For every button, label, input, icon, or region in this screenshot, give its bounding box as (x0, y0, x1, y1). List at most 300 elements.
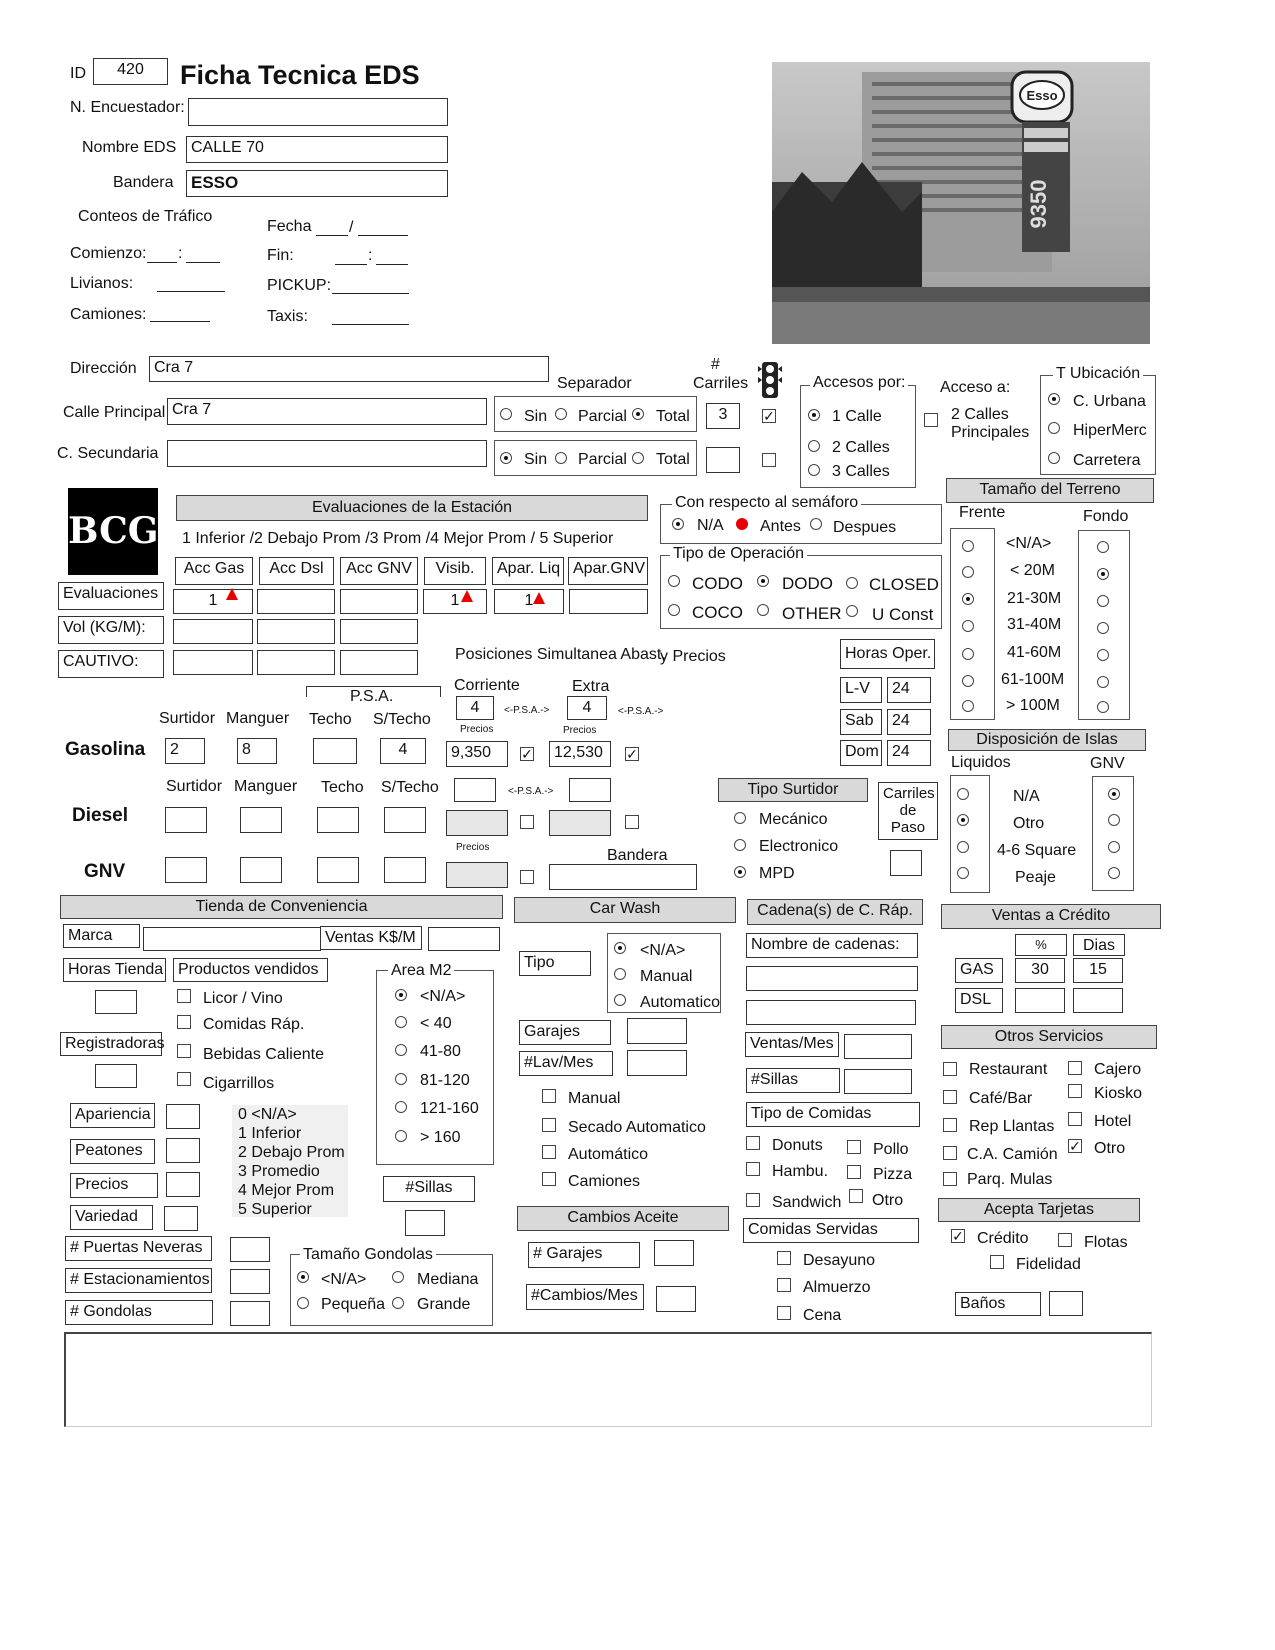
fin-min-line[interactable] (376, 264, 408, 265)
direccion-label: Dirección (70, 360, 137, 377)
semaforo-title: Con respecto al semáforo (672, 495, 861, 511)
comida-donuts-checkbox[interactable] (746, 1136, 760, 1150)
accesos-1-label: 1 Calle (832, 408, 882, 425)
acceso-a-checkbox[interactable] (924, 413, 938, 427)
prod-licor-checkbox[interactable] (177, 989, 191, 1003)
comida-pollo-checkbox[interactable] (847, 1140, 861, 1154)
serv-cajero-label: Cajero (1094, 1061, 1142, 1078)
vol-acc-gnv-field[interactable] (340, 619, 418, 644)
carriles-hash: # (711, 356, 720, 373)
frente-radio-4[interactable] (962, 648, 974, 660)
secundaria-parcial-radio[interactable] (555, 452, 567, 464)
servida-desayuno-checkbox[interactable] (777, 1251, 791, 1265)
tarjeta-fidelidad-checkbox[interactable] (990, 1255, 1004, 1269)
comida-otro-checkbox[interactable] (849, 1189, 863, 1203)
cautivo-acc-gas-field[interactable] (173, 650, 253, 675)
estacionamientos-label: # Estacionamientos (65, 1268, 212, 1293)
gnv-manguer-field[interactable] (240, 857, 282, 883)
rating-apariencia-label: Apariencia (70, 1103, 155, 1128)
direccion-field[interactable]: Cra 7 (149, 356, 549, 382)
comida-hambu-label: Hambu. (772, 1163, 829, 1180)
terreno-title: Tamaño del Terreno (946, 478, 1154, 503)
scale-0: 0 <N/A> (238, 1106, 297, 1123)
operacion-title: Tipo de Operación (670, 546, 807, 562)
area-radio-4[interactable] (395, 1101, 407, 1113)
extra-precio-checkbox[interactable]: ✓ (626, 746, 638, 762)
horas-lv-field[interactable]: 24 (887, 677, 931, 703)
extra-precio-field[interactable]: 12,530 (549, 741, 611, 767)
diesel-manguer-field[interactable] (240, 807, 282, 833)
eval-apar-gnv-field[interactable] (569, 589, 648, 614)
op-closed-radio[interactable] (846, 577, 858, 589)
frente-radio-3[interactable] (962, 620, 974, 632)
eval-scale: 1 Inferior /2 Debajo Prom /3 Prom /4 Mejor Prom / 5 Superior (182, 530, 614, 547)
gondola-na-radio[interactable] (297, 1271, 309, 1283)
area-opt-4: 121-160 (420, 1100, 479, 1117)
photo-brand: Esso (1026, 88, 1058, 103)
aceite-garajes-field[interactable] (654, 1240, 694, 1266)
page-title: Ficha Tecnica EDS (180, 60, 420, 90)
serv-cajero-checkbox[interactable] (1068, 1061, 1082, 1075)
corriente-precio-checkbox[interactable]: ✓ (521, 746, 533, 762)
gnv-surtidor-field[interactable] (165, 857, 207, 883)
gondola-mediana-radio[interactable] (392, 1271, 404, 1283)
carriles-label: Carriles (693, 375, 749, 392)
cadena-nombres-label: Nombre de cadenas: (746, 933, 918, 958)
serv-hotel-checkbox[interactable] (1068, 1112, 1082, 1126)
ubicacion-title: T Ubicación (1053, 366, 1143, 382)
aceite-mes-label: #Cambios/Mes (526, 1284, 644, 1310)
bcg-logo: BCG (68, 488, 158, 575)
encuestador-field[interactable] (188, 98, 448, 126)
surtidor-mecanico-radio[interactable] (734, 812, 746, 824)
op-dodo-radio[interactable] (757, 575, 769, 587)
gondola-na-label: <N/A> (321, 1271, 367, 1288)
aceite-mes-field[interactable] (656, 1286, 696, 1312)
photo-sign-text: 9350 (1026, 179, 1051, 229)
rating-apariencia-field[interactable] (166, 1104, 200, 1129)
vol-acc-dsl-field[interactable] (257, 619, 335, 644)
fondo-radio-0[interactable] (1097, 541, 1109, 553)
fondo-radio-2[interactable] (1097, 595, 1109, 607)
fondo-radio-4[interactable] (1097, 649, 1109, 661)
prod-bebidas-checkbox[interactable] (177, 1044, 191, 1058)
rating-precios-field[interactable] (166, 1172, 200, 1197)
precios-title: y Precios (660, 648, 726, 665)
op-codo-label: CODO (692, 574, 743, 593)
taxis-line[interactable] (332, 324, 409, 325)
tarjeta-flotas-checkbox[interactable] (1058, 1233, 1072, 1247)
principal-total-radio[interactable] (632, 408, 644, 420)
comienzo-min-line[interactable] (186, 262, 220, 263)
serv-cafe-checkbox[interactable] (943, 1090, 957, 1104)
horas-sab-label: Sab (840, 709, 882, 735)
principal-carriles-field[interactable]: 3 (706, 403, 740, 429)
comienzo-hour-line[interactable] (147, 262, 177, 263)
accesos-2-radio[interactable] (808, 440, 820, 452)
servida-almuerzo-label: Almuerzo (803, 1279, 871, 1296)
semaforo-antes-radio[interactable] (736, 518, 748, 530)
diesel-techo-field[interactable] (317, 807, 359, 833)
gnv-label: GNV (84, 861, 126, 882)
corriente-precio-field[interactable]: 9,350 (446, 741, 508, 767)
id-field[interactable]: 420 (93, 58, 168, 85)
terreno-opt-6: > 100M (1006, 697, 1060, 714)
serv-llantas-checkbox[interactable] (943, 1118, 957, 1132)
islas-liq-radio-0[interactable] (957, 788, 969, 800)
nombre-eds-field[interactable]: CALLE 70 (186, 136, 448, 163)
diesel-stecho-field[interactable] (384, 807, 426, 833)
diesel-surtidor-field[interactable] (165, 807, 207, 833)
bandera-label: Bandera (113, 174, 174, 191)
serv-otro-checkbox[interactable]: ✓ (1069, 1138, 1081, 1154)
tarjeta-credito-checkbox[interactable]: ✓ (952, 1228, 964, 1244)
cadena-nombre-field-1[interactable] (746, 966, 918, 991)
precios-label-1: Precios (460, 724, 494, 735)
fecha-month-line[interactable] (358, 235, 408, 236)
fecha-day-line[interactable] (316, 235, 348, 236)
area-radio-2[interactable] (395, 1044, 407, 1056)
cadena-sillas-field[interactable] (844, 1069, 912, 1094)
gnv-stecho-field[interactable] (384, 857, 426, 883)
acceso-a-value: 2 Calles Principales (951, 406, 1030, 441)
comida-hambu-checkbox[interactable] (746, 1162, 760, 1176)
carwash-camiones-label: Camiones (568, 1173, 641, 1190)
carwash-automatico-label: Automático (568, 1146, 649, 1163)
precios-label-2: Precios (563, 725, 597, 736)
diesel-precio-checkbox-1[interactable] (520, 815, 534, 829)
comida-pizza-checkbox[interactable] (847, 1165, 861, 1179)
islas-gnv-radio-0[interactable] (1108, 788, 1120, 800)
fin-label: Fin: (267, 247, 294, 264)
eval-apar-liq-field[interactable]: 1 (494, 589, 564, 614)
horas-dom-field[interactable]: 24 (887, 740, 931, 766)
servida-cena-label: Cena (803, 1307, 842, 1324)
eval-acc-dsl-field[interactable] (257, 589, 335, 614)
islas-liq-radio-3[interactable] (957, 867, 969, 879)
row-evaluaciones: Evaluaciones (58, 582, 164, 610)
op-coco-radio[interactable] (668, 604, 680, 616)
serv-hotel-label: Hotel (1094, 1113, 1132, 1130)
tarjeta-credito-label: Crédito (977, 1230, 1029, 1247)
op-codo-radio[interactable] (668, 575, 680, 587)
gasolina-techo-field[interactable] (313, 738, 357, 764)
ventas-label: Ventas K$/M (320, 926, 422, 950)
diesel-col-manguer: Manguer (234, 778, 298, 795)
carwash-garajes-label: Garajes (519, 1020, 611, 1045)
nombre-eds-label: Nombre EDS (82, 139, 177, 156)
semaforo-na-radio[interactable] (672, 518, 684, 530)
islas-opt-0: N/A (1013, 788, 1040, 805)
puertas-field[interactable] (230, 1237, 270, 1262)
semaforo-despues-label: Despues (833, 519, 897, 536)
serv-kiosko-label: Kiosko (1094, 1085, 1143, 1102)
accesos-2-label: 2 Calles (832, 439, 890, 456)
rating-peatones-field[interactable] (166, 1138, 200, 1163)
credito-dsl-dias-field[interactable] (1073, 988, 1123, 1013)
notes-textarea[interactable] (64, 1332, 1152, 1427)
comida-donuts-label: Donuts (772, 1137, 823, 1154)
islas-liq-radio-1[interactable] (957, 814, 969, 826)
islas-gnv-radio-1[interactable] (1108, 814, 1120, 826)
secundaria-semaforo-checkbox[interactable] (762, 453, 776, 467)
terreno-opt-3: 31-40M (1007, 616, 1062, 633)
camiones-line[interactable] (150, 321, 210, 322)
scale-3: 3 Promedio (238, 1163, 320, 1180)
serv-mulas-checkbox[interactable] (943, 1172, 957, 1186)
gasolina-stecho-field[interactable]: 4 (380, 738, 426, 764)
col-apar-liq: Apar. Liq (492, 557, 564, 585)
comida-otro-label: Otro (872, 1192, 904, 1209)
servida-almuerzo-checkbox[interactable] (777, 1278, 791, 1292)
serv-otro-label: Otro (1094, 1140, 1126, 1157)
ventas-field[interactable] (428, 927, 500, 951)
fondo-radio-6[interactable] (1097, 701, 1109, 713)
eval-visib-field[interactable]: 1 (423, 589, 487, 614)
surtidor-mpd-radio[interactable] (734, 866, 746, 878)
precios-label-3: Precios (456, 842, 490, 853)
carwash-camiones-checkbox[interactable] (542, 1172, 556, 1186)
diesel-precio-field-1[interactable] (446, 810, 508, 836)
station-photo (772, 62, 1150, 344)
diesel-precio-checkbox-2[interactable] (625, 815, 639, 829)
accesos-3-radio[interactable] (808, 464, 820, 476)
scale-2: 2 Debajo Prom (238, 1144, 345, 1161)
cadena-sillas-label: #Sillas (746, 1068, 840, 1093)
col-manguer: Manguer (226, 710, 290, 727)
secundaria-sin-radio[interactable] (500, 452, 512, 464)
carriles-paso-label: Carriles de Paso (878, 782, 938, 840)
cadena-ventas-label: Ventas/Mes (745, 1032, 839, 1057)
comienzo-sep: : (178, 245, 183, 262)
credito-title: Ventas a Crédito (941, 904, 1161, 929)
gnv-precio-checkbox[interactable] (520, 870, 534, 884)
eval-acc-gas-field[interactable]: 1 (173, 589, 253, 614)
carwash-manual-checkbox[interactable] (542, 1089, 556, 1103)
cadena-nombre-field-2[interactable] (746, 1000, 916, 1025)
ubicacion-hipermerc-label: HiperMerc (1073, 422, 1147, 439)
psa-header: P.S.A. (350, 688, 394, 705)
eval-acc-gnv-field[interactable] (340, 589, 418, 614)
gondola-grande-label: Grande (417, 1296, 471, 1313)
carwash-tipo-auto-label: Automatico (640, 994, 721, 1011)
bandera-field[interactable]: ESSO (186, 170, 448, 197)
terreno-frente-label: Frente (959, 504, 1006, 521)
horas-dom-label: Dom (840, 740, 882, 766)
gasolina-manguer-field[interactable]: 8 (237, 738, 277, 764)
frente-radio-0[interactable] (962, 540, 974, 552)
carwash-title: Car Wash (514, 897, 736, 923)
id-label: ID (70, 65, 86, 82)
registradoras-field[interactable] (95, 1064, 137, 1088)
area-opt-0: <N/A> (420, 988, 466, 1005)
gondolas-field[interactable] (230, 1301, 270, 1326)
credito-pct-header: % (1015, 934, 1067, 956)
carwash-lavmes-field[interactable] (627, 1050, 687, 1076)
carwash-automatico-checkbox[interactable] (542, 1145, 556, 1159)
fondo-radio-1[interactable] (1097, 568, 1109, 580)
col-acc-gnv: Acc GNV (340, 557, 418, 585)
aceite-garajes-label: # Garajes (528, 1242, 640, 1268)
secundaria-total-radio[interactable] (632, 452, 644, 464)
col-acc-gas: Acc Gas (175, 557, 253, 585)
servida-desayuno-label: Desayuno (803, 1252, 876, 1269)
carwash-tipo-label: Tipo (519, 951, 591, 976)
islas-liq-radio-2[interactable] (957, 841, 969, 853)
scale-4: 4 Mejor Prom (238, 1182, 335, 1199)
prod-cigarrillos-checkbox[interactable] (177, 1072, 191, 1086)
diesel-label: Diesel (72, 805, 128, 826)
pickup-line[interactable] (332, 293, 409, 294)
semaforo-despues-radio[interactable] (810, 518, 822, 530)
rating-peatones-label: Peatones (70, 1139, 155, 1164)
corriente-psa-field[interactable]: 4 (456, 696, 494, 720)
fin-hour-line[interactable] (335, 264, 367, 265)
area-radio-5[interactable] (395, 1130, 407, 1142)
frente-radio-1[interactable] (962, 566, 974, 578)
prod-licor-label: Licor / Vino (203, 990, 283, 1007)
credito-dias-header: Dias (1073, 934, 1125, 956)
frente-radio-2[interactable] (962, 593, 974, 605)
diesel-psa-field-2[interactable] (569, 778, 611, 802)
ubicacion-urbana-label: C. Urbana (1073, 393, 1146, 410)
secundaria-carriles-field[interactable] (706, 447, 740, 473)
diesel-precio-field-2[interactable] (549, 810, 611, 836)
area-radio-3[interactable] (395, 1073, 407, 1085)
ubicacion-urbana-radio[interactable] (1048, 393, 1060, 405)
frente-radio-5[interactable] (962, 675, 974, 687)
diesel-psa-field-1[interactable] (454, 778, 496, 802)
fecha-label: Fecha (267, 218, 312, 235)
area-title: Area M2 (388, 963, 454, 979)
accesos-1-radio[interactable] (808, 409, 820, 421)
islas-gnv-radio-2[interactable] (1108, 841, 1120, 853)
cadena-title: Cadena(s) de C. Ráp. (747, 899, 923, 925)
cursor-arrow-icon (533, 592, 545, 604)
carwash-tipo-manual-label: Manual (640, 968, 693, 985)
cautivo-acc-dsl-field[interactable] (257, 650, 335, 675)
tarjeta-fidelidad-label: Fidelidad (1016, 1256, 1081, 1273)
principal-parcial-label: Parcial (578, 408, 627, 425)
rating-variedad-field[interactable] (164, 1206, 198, 1231)
estacionamientos-field[interactable] (230, 1269, 270, 1294)
gondola-pequena-radio[interactable] (297, 1297, 309, 1309)
carwash-tipo-manual-radio[interactable] (614, 968, 626, 980)
serv-cafe-label: Café/Bar (969, 1090, 1033, 1107)
calle-secundaria-field[interactable] (167, 440, 487, 467)
diesel-col-stecho: S/Techo (381, 779, 439, 796)
islas-gnv-label: GNV (1090, 755, 1125, 772)
encuestador-label: N. Encuestador: (70, 99, 185, 116)
tienda-sillas-field[interactable] (405, 1210, 445, 1236)
traffic-title: Conteos de Tráfico (78, 208, 213, 225)
surtidor-mecanico-label: Mecánico (759, 811, 828, 828)
carriles-paso-field[interactable] (890, 850, 922, 876)
calle-secundaria-label: C. Secundaria (57, 445, 159, 462)
servicios-title: Otros Servicios (941, 1025, 1157, 1049)
op-closed-label: CLOSED (869, 575, 939, 594)
credito-gas-pct-field[interactable]: 30 (1015, 958, 1065, 983)
aceite-title: Cambios Aceite (517, 1206, 729, 1231)
servida-cena-checkbox[interactable] (777, 1306, 791, 1320)
serv-mulas-label: Parq. Mulas (967, 1171, 1053, 1188)
cadena-ventas-field[interactable] (844, 1034, 912, 1059)
vol-acc-gas-field[interactable] (173, 619, 253, 644)
ubicacion-carretera-radio[interactable] (1048, 452, 1060, 464)
col-visib: Visib. (424, 557, 486, 585)
carwash-tipo-na-radio[interactable] (614, 942, 626, 954)
islas-gnv-radio-3[interactable] (1108, 867, 1120, 879)
calle-principal-field[interactable]: Cra 7 (167, 398, 487, 425)
carwash-tipo-auto-radio[interactable] (614, 994, 626, 1006)
tarjetas-title: Acepta Tarjetas (938, 1198, 1140, 1222)
gondolas-size-group (290, 1254, 493, 1326)
carwash-garajes-field[interactable] (627, 1018, 687, 1044)
principal-sin-radio[interactable] (500, 408, 512, 420)
op-coco-label: COCO (692, 603, 743, 622)
serv-restaurant-checkbox[interactable] (943, 1062, 957, 1076)
fondo-radio-5[interactable] (1097, 676, 1109, 688)
carwash-secado-checkbox[interactable] (542, 1118, 556, 1132)
semaforo-antes-label: Antes (760, 518, 801, 535)
serv-kiosko-checkbox[interactable] (1068, 1084, 1082, 1098)
banos-field[interactable] (1049, 1291, 1083, 1316)
horas-tienda-field[interactable] (95, 990, 137, 1014)
area-radio-0[interactable] (395, 989, 407, 1001)
op-dodo-label: DODO (782, 574, 833, 593)
serv-camion-checkbox[interactable] (943, 1146, 957, 1160)
diesel-col-surtidor: Surtidor (166, 778, 223, 795)
psa-arrow-1: <-P.S.A.-> (504, 705, 550, 716)
marca-label: Marca (63, 924, 140, 948)
cursor-arrow-icon (461, 590, 473, 602)
marca-field[interactable] (143, 927, 321, 951)
tarjeta-flotas-label: Flotas (1084, 1234, 1128, 1251)
principal-semaforo-checkbox[interactable]: ✓ (763, 408, 775, 424)
principal-parcial-radio[interactable] (555, 408, 567, 420)
acceso-a-label: Acceso a: (940, 379, 1011, 396)
prod-comidas-checkbox[interactable] (177, 1015, 191, 1029)
op-other-radio[interactable] (757, 604, 769, 616)
posiciones-title: Posiciones Simultanea Abast. (455, 646, 666, 663)
surtidor-electronico-radio[interactable] (734, 839, 746, 851)
frente-radio-6[interactable] (962, 700, 974, 712)
gondola-grande-radio[interactable] (392, 1297, 404, 1309)
fondo-radio-3[interactable] (1097, 622, 1109, 634)
gnv-precio-field[interactable] (446, 862, 508, 888)
credito-gas-dias-field[interactable]: 15 (1073, 958, 1123, 983)
ubicacion-hipermerc-radio[interactable] (1048, 422, 1060, 434)
credito-dsl-pct-field[interactable] (1015, 988, 1065, 1013)
prod-cigarrillos-label: Cigarrillos (203, 1075, 275, 1092)
diesel-col-techo: Techo (321, 779, 364, 796)
horas-sab-field[interactable]: 24 (887, 709, 931, 735)
gasolina-surtidor-field[interactable]: 2 (165, 738, 205, 764)
area-radio-1[interactable] (395, 1016, 407, 1028)
livianos-line[interactable] (157, 291, 225, 292)
cautivo-acc-gnv-field[interactable] (340, 650, 418, 675)
gnv-bandera-field[interactable] (549, 864, 697, 890)
extra-psa-field[interactable]: 4 (567, 696, 607, 720)
terreno-opt-1: < 20M (1010, 562, 1055, 579)
op-uconst-radio[interactable] (846, 605, 858, 617)
gnv-techo-field[interactable] (317, 857, 359, 883)
carwash-manual-label: Manual (568, 1090, 621, 1107)
comida-sandwich-checkbox[interactable] (746, 1193, 760, 1207)
banos-label: Baños (955, 1292, 1041, 1316)
cursor-arrow-icon (226, 588, 238, 600)
gondolas-label: # Gondolas (65, 1300, 213, 1325)
